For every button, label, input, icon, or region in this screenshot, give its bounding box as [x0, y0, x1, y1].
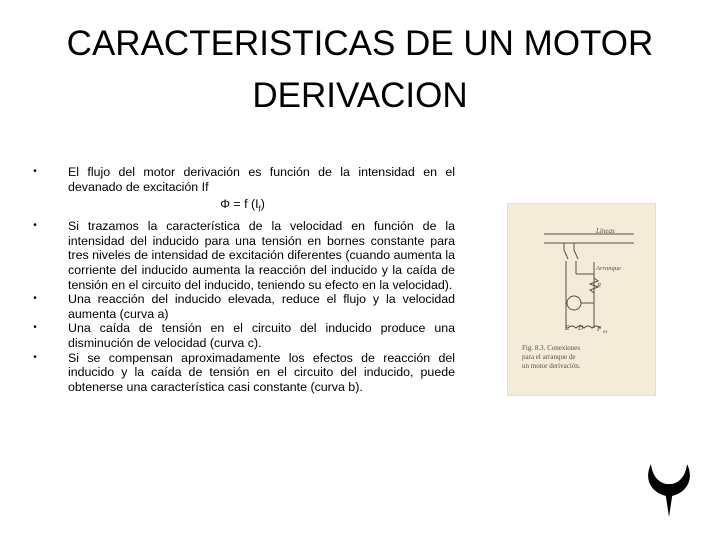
bullet-text-3: Una reacción del inducido elevada, reduce el flujo y la velocidad aumenta (curva a): [68, 292, 455, 321]
formula: [30, 197, 455, 217]
quake-style-logo-icon: [646, 462, 692, 518]
bullet-item-1: [30, 165, 455, 194]
bullet-icon: •: [33, 322, 37, 334]
bullet-icon: •: [33, 220, 37, 232]
label-lineas: Líneas: [596, 227, 615, 235]
slide-title: [40, 18, 680, 122]
bullet-icon: •: [33, 166, 37, 177]
formula-close: ): [260, 197, 265, 212]
bullet-text-4: Una caída de tensión en el circuito del inducido produce una disminución de velocidad (curva c).: [68, 321, 455, 350]
bullet-list: [30, 165, 455, 394]
formula-text: Φ = f (I: [220, 197, 259, 212]
figure-caption-3: un motor derivación.: [522, 362, 581, 370]
bullet-icon: •: [33, 293, 37, 305]
bullet-item-2: [30, 219, 455, 292]
title-line-2: DERIVACION: [252, 76, 468, 115]
label-e: E: [565, 324, 570, 332]
figure-caption-1: Fig. 8.3. Conexiones: [522, 344, 581, 352]
circuit-figure: [507, 203, 656, 396]
armature-symbol: [567, 296, 581, 310]
bullet-icon: •: [33, 351, 37, 363]
label-arranque: Arranque: [596, 265, 621, 272]
title-line-1: CARACTERISTICAS DE UN MOTOR: [66, 24, 654, 63]
bullet-item-4: [30, 321, 455, 350]
label-r: R: [597, 282, 601, 289]
label-ex: ex: [603, 330, 608, 335]
bullet-text-1: El flujo del motor derivación es función de la intensidad en el devanado de excitación If: [68, 165, 455, 194]
label-d: D: [578, 324, 584, 332]
formula-sub: f: [258, 204, 261, 214]
figure-caption-2: para el arranque de: [522, 353, 576, 361]
bullet-item-3: [30, 292, 455, 321]
bullet-text-2: Si trazamos la característica de la velocidad en función de la intensidad del inducido para una tensión en bornes constante para tres niveles de intensidad de excitación diferentes (cuando aumenta la corriente del inducido aumenta la reacción del inducido y la caída de tensión en el circuito del inducido, teniendo su efecto en la velocidad).: [68, 219, 455, 292]
circuit-diagram: [508, 204, 655, 395]
bullet-item-5: [30, 351, 455, 395]
label-p: P: [597, 325, 602, 333]
bullet-text-5: Si se compensan aproximadamente los efectos de reacción del inducido y la caída de tensión en el circuito del inducido, puede obtenerse una característica casi constante (curva b).: [68, 350, 455, 394]
